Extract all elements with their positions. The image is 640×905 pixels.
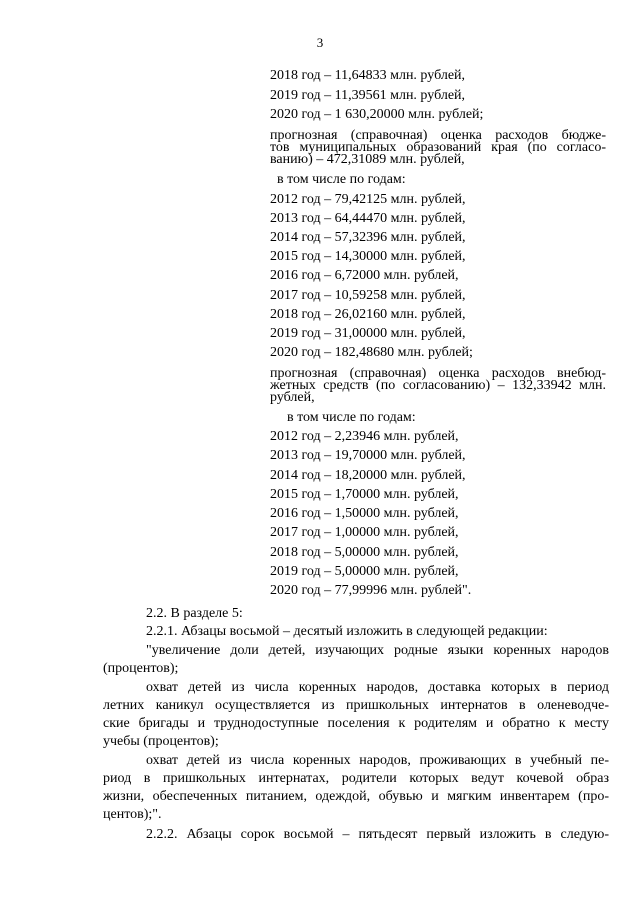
text-line: учебы (процентов); bbox=[103, 734, 219, 749]
text-line: ванию) – 472,31089 млн. рублей, bbox=[270, 152, 465, 167]
funding-line: 2013 год – 64,44470 млн. рублей, bbox=[270, 211, 466, 226]
paragraph-2-2-1 bbox=[146, 623, 640, 641]
text-line: риод в пришкольных интернатах, родители которых ведут кочевой образ bbox=[103, 771, 609, 786]
page-number: 3 bbox=[316, 35, 324, 50]
text-line: центов);". bbox=[103, 807, 162, 822]
funding-line: 2017 год – 1,00000 млн. рублей, bbox=[270, 525, 459, 540]
section-heading bbox=[146, 605, 640, 623]
text-line: жетных средств (по согласованию) – 132,33942 млн. bbox=[270, 378, 606, 393]
text-line: охват детей из числа коренных народов, доставка которых в период bbox=[146, 680, 609, 695]
text-line: летних каникул осуществляется из пришкольных интернатов в оленеводче- bbox=[103, 698, 609, 713]
quote-paragraph-boarding-provision bbox=[103, 752, 609, 824]
funding-line: 2019 год – 11,39561 млн. рублей, bbox=[270, 88, 466, 103]
extrabudgetary-estimate bbox=[270, 368, 606, 404]
text-line: "увеличение доли детей, изучающих родные языки коренных народов bbox=[146, 643, 609, 658]
text-line: (процентов); bbox=[103, 661, 179, 676]
text-line: тов муниципальных образований края (по согласо- bbox=[270, 140, 606, 155]
funding-line: 2012 год – 2,23946 млн. рублей, bbox=[270, 429, 459, 444]
municipal-budget-estimate bbox=[270, 130, 606, 166]
funding-line: 2020 год – 1 630,20000 млн. рублей; bbox=[270, 107, 484, 122]
subheading-by-years: в том числе по годам: bbox=[287, 410, 416, 425]
text-line: 2.2.2. Абзацы сорок восьмой – пятьдесят первый изложить в следую- bbox=[146, 827, 609, 842]
funding-line: 2020 год – 182,48680 млн. рублей; bbox=[270, 345, 473, 360]
quote-paragraph-summer-transport bbox=[103, 679, 609, 751]
funding-line: 2014 год – 57,32396 млн. рублей, bbox=[270, 230, 466, 245]
funding-line: 2019 год – 5,00000 млн. рублей, bbox=[270, 564, 459, 579]
funding-line: 2020 год – 77,99996 млн. рублей". bbox=[270, 583, 472, 598]
funding-line: 2015 год – 1,70000 млн. рублей, bbox=[270, 487, 459, 502]
funding-line: 2014 год – 18,20000 млн. рублей, bbox=[270, 468, 466, 483]
text-line: 2.2.1. Абзацы восьмой – десятый изложить в следующей редакции: bbox=[146, 624, 548, 639]
funding-line: 2018 год – 11,64833 млн. рублей, bbox=[270, 68, 466, 83]
funding-line: 2012 год – 79,42125 млн. рублей, bbox=[270, 192, 466, 207]
text-line: прогнозная (справочная) оценка расходов бюдже- bbox=[270, 128, 606, 143]
funding-line: 2018 год – 26,02160 млн. рублей, bbox=[270, 307, 466, 322]
text-line: жизни, обеспеченных питанием, одеждой, обувью и мягким инвентарем (про- bbox=[103, 789, 609, 804]
quote-paragraph-native-languages bbox=[103, 642, 609, 678]
funding-line: 2017 год – 10,59258 млн. рублей, bbox=[270, 288, 466, 303]
funding-line: 2019 год – 31,00000 млн. рублей, bbox=[270, 326, 466, 341]
text-line: прогнозная (справочная) оценка расходов внебюд- bbox=[270, 366, 606, 381]
funding-line: 2013 год – 19,70000 млн. рублей, bbox=[270, 448, 466, 463]
funding-line: 2016 год – 6,72000 млн. рублей, bbox=[270, 268, 459, 283]
funding-line: 2015 год – 14,30000 млн. рублей, bbox=[270, 249, 466, 264]
funding-line: 2018 год – 5,00000 млн. рублей, bbox=[270, 545, 459, 560]
text-line: ские бригады и труднодоступные поселения к родителям и обратно к месту bbox=[103, 716, 609, 731]
subheading-by-years: в том числе по годам: bbox=[277, 172, 406, 187]
text-line: рублей, bbox=[270, 390, 315, 405]
text-line: охват детей из числа коренных народов, проживающих в учебный пе- bbox=[146, 753, 609, 768]
funding-line: 2016 год – 1,50000 млн. рублей, bbox=[270, 506, 459, 521]
text-line: 2.2. В разделе 5: bbox=[146, 606, 243, 621]
paragraph-2-2-2 bbox=[103, 826, 609, 844]
